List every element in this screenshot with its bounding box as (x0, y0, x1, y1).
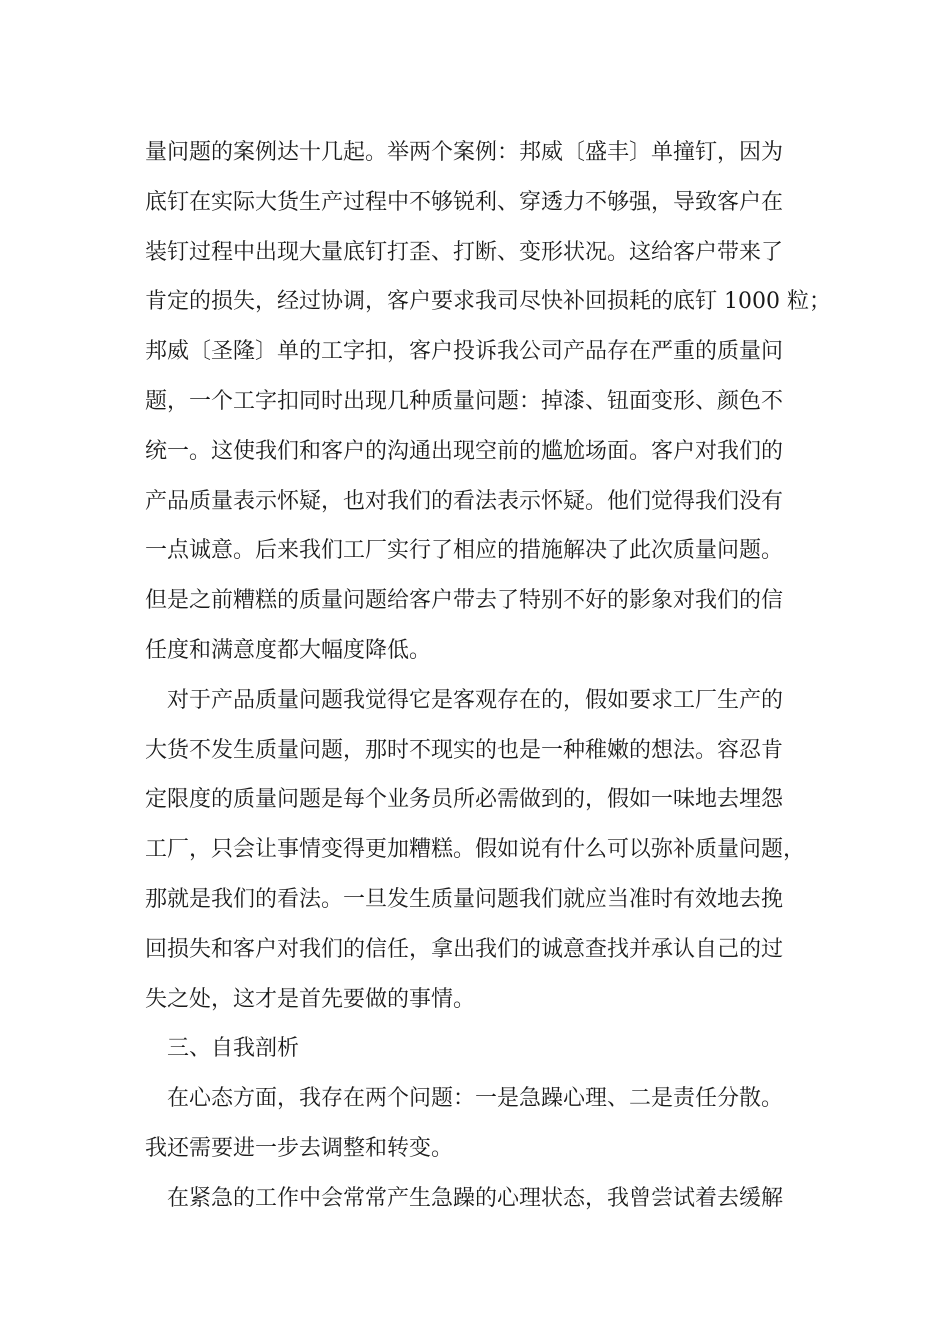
text-line: 底钉在实际大货生产过程中不够锐利、穿透力不够强，导致客户在 (145, 189, 784, 215)
document-body (145, 128, 831, 1224)
text-line: 回损失和客户对我们的信任，拿出我们的诚意查找并承认自己的过 (145, 936, 784, 962)
paragraph-start-line: 对于产品质量问题我觉得它是客观存在的，假如要求工厂生产的 (167, 687, 784, 713)
text-line: 但是之前糟糕的质量问题给客户带去了特别不好的影象对我们的信 (145, 588, 784, 614)
text-line: 肯定的损失，经过协调，客户要求我司尽快补回损耗的底钉 1000 粒； (145, 289, 831, 315)
text-line: 一点诚意。后来我们工厂实行了相应的措施解决了此次质量问题。 (145, 538, 784, 564)
text-line: 邦威〔圣隆〕单的工字扣，客户投诉我公司产品存在严重的质量问 (145, 339, 784, 365)
paragraph-start-line: 在心态方面，我存在两个问题：一是急躁心理、二是责任分散。 (167, 1086, 784, 1112)
text-line: 失之处，这才是首先要做的事情。 (145, 986, 476, 1012)
text-line: 量问题的案例达十几起。举两个案例：邦威〔盛丰〕单撞钉，因为 (145, 140, 784, 165)
text-line: 题，一个工字扣同时出现几种质量问题：掉漆、钮面变形、颜色不 (145, 388, 784, 414)
text-line: 定限度的质量问题是每个业务员所必需做到的，假如一味地去埋怨 (145, 787, 784, 813)
text-line: 我还需要进一步去调整和转变。 (145, 1135, 454, 1161)
text-line: 那就是我们的看法。一旦发生质量问题我们就应当准时有效地去挽 (145, 886, 784, 912)
text-line: 任度和满意度都大幅度降低。 (145, 637, 432, 663)
text-line: 大货不发生质量问题，那时不现实的也是一种稚嫩的想法。容忍肯 (145, 737, 784, 763)
paragraph-start-line: 在紧急的工作中会常常产生急躁的心理状态，我曾尝试着去缓解 (167, 1185, 784, 1211)
text-line: 产品质量表示怀疑，也对我们的看法表示怀疑。他们觉得我们没有 (145, 488, 784, 514)
text-line: 统一。这使我们和客户的沟通出现空前的尴尬场面。客户对我们的 (145, 438, 784, 464)
text-line: 工厂，只会让事情变得更加糟糕。假如说有什么可以弥补质量问题， (145, 837, 806, 863)
section-heading: 三、自我剖析 (167, 1036, 300, 1062)
text-line: 装钉过程中出现大量底钉打歪、打断、变形状况。这给客户带来了 (145, 239, 784, 265)
